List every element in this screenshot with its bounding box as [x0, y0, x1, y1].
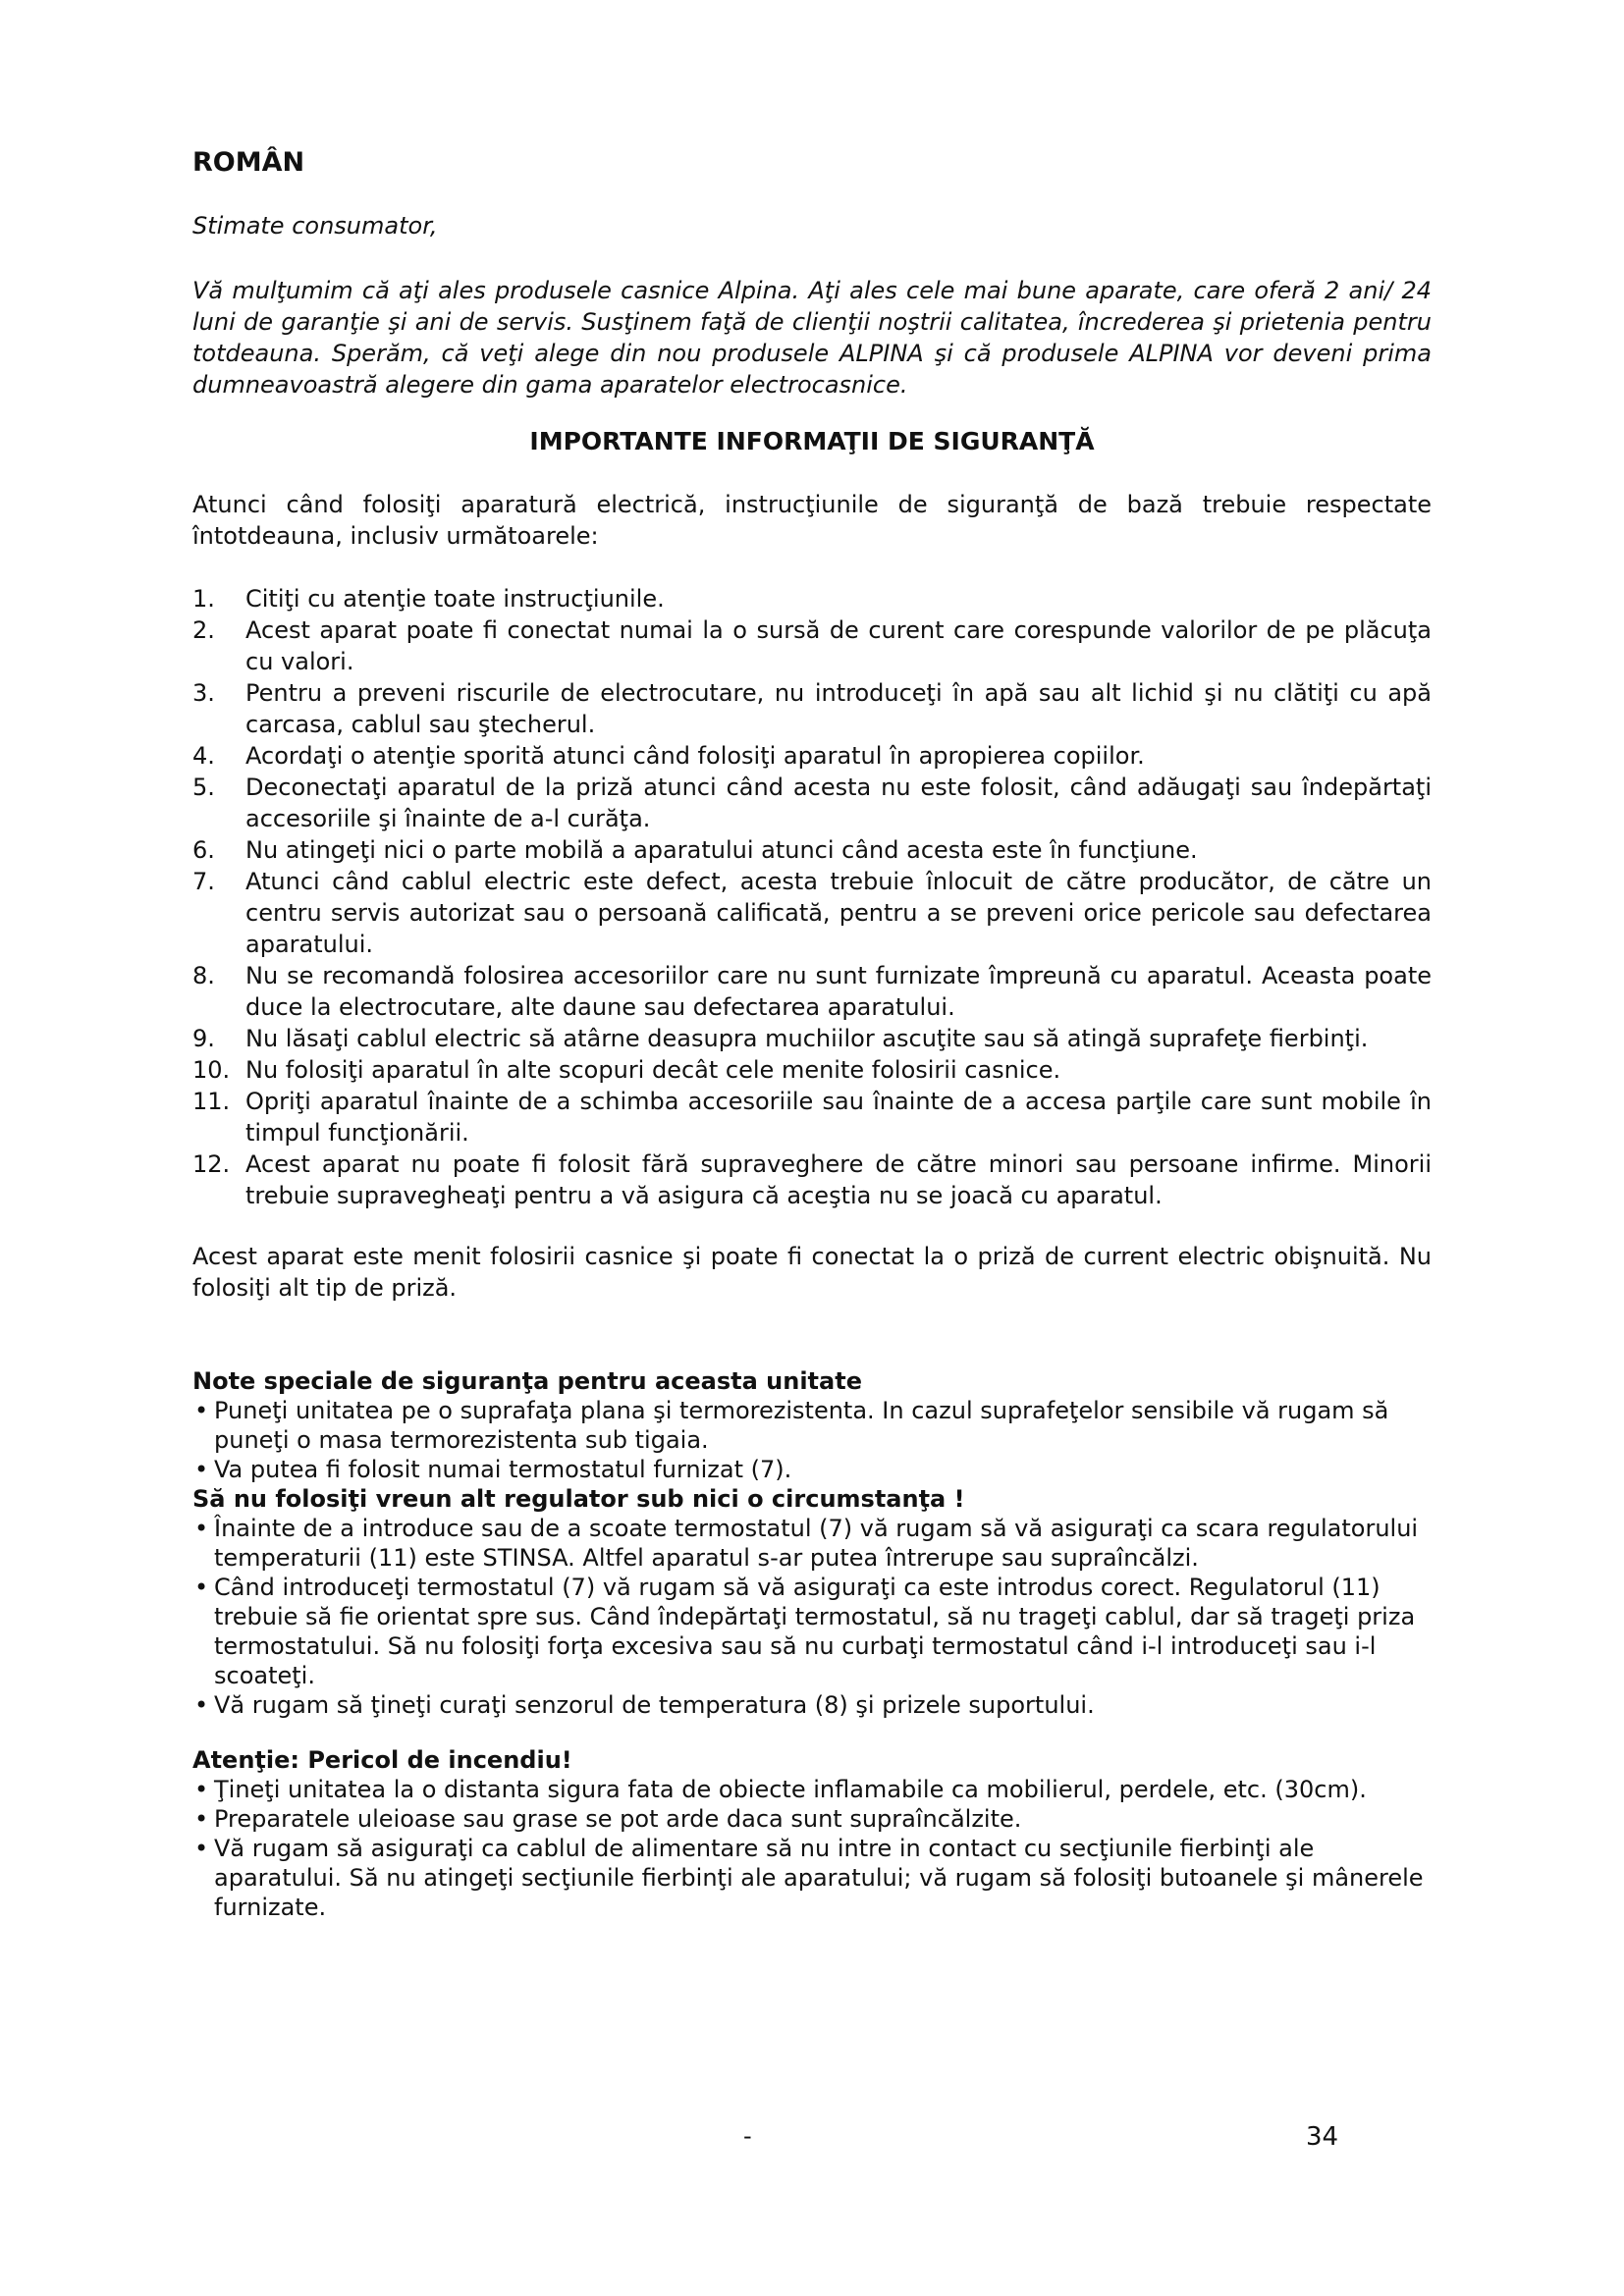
- list-number: 6.: [192, 836, 215, 864]
- list-number: 4.: [192, 742, 215, 770]
- language-heading: ROMÂN: [192, 147, 305, 178]
- list-item: [192, 772, 1432, 834]
- footer-dash: -: [743, 2122, 752, 2150]
- list-number: 7.: [192, 868, 215, 895]
- list-item: • Preparatele uleioase sau grase se pot arde daca sunt supraîncălzite.: [192, 1804, 1432, 1834]
- list-item: • Puneţi unitatea pe o suprafaţa plana şi termorezistenta. In cazul suprafeţelor sensibile vă rugam să puneţi o masa termorezistenta sub tigaia.: [192, 1396, 1432, 1455]
- list-text: Opriţi aparatul înainte de a schimba accesoriile sau înainte de a accesa parţile care sunt mobile în timpul funcţionării.: [245, 1088, 1432, 1147]
- list-item: • Vă rugam să asiguraţi ca cablul de alimentare să nu intre in contact cu secţiunile fierbinţi ale aparatului. Să nu atingeţi secţiunile fierbinţi ale aparatului; vă rugam să folosiţi butoanele şi mânerele furnizate.: [192, 1834, 1432, 1922]
- list-item: [192, 740, 1432, 772]
- list-item: [192, 1086, 1432, 1148]
- special-notes-list-a: [192, 1396, 1432, 1484]
- list-number: 8.: [192, 962, 215, 989]
- list-number: 3.: [192, 679, 215, 707]
- list-text: Nu atingeţi nici o parte mobilă a aparatului atunci când acesta este în funcţiune.: [245, 836, 1198, 864]
- list-text: Deconectaţi aparatul de la priză atunci când acesta nu este folosit, când adăugaţi sau îndepărtaţi accesoriile şi înainte de a-l curăţa.: [245, 774, 1432, 832]
- special-notes-title: Note speciale de siguranţa pentru aceasta unitate: [192, 1367, 862, 1395]
- list-number: 1.: [192, 585, 215, 613]
- list-item: • Va putea fi folosit numai termostatul furnizat (7).: [192, 1455, 1432, 1484]
- fire-warning-title: Atenţie: Pericol de incendiu!: [192, 1746, 572, 1774]
- list-text: Nu se recomandă folosirea accesoriilor care nu sunt furnizate împreună cu aparatul. Aceasta poate duce la electrocutare, alte daune sau defectarea aparatului.: [245, 962, 1432, 1021]
- list-number: 11.: [192, 1088, 231, 1115]
- page-number: 34: [1306, 2122, 1339, 2152]
- fire-notes-list: [192, 1775, 1432, 1922]
- list-number: 2.: [192, 616, 215, 644]
- document-page: [192, 147, 1432, 1922]
- list-number: 5.: [192, 774, 215, 801]
- list-text: Nu lăsaţi cablul electric să atârne deasupra muchiilor ascuţite sau să atingă suprafeţe fierbinţi.: [245, 1025, 1369, 1052]
- list-text: Nu folosiţi aparatul în alte scopuri decât cele menite folosirii casnice.: [245, 1056, 1061, 1084]
- list-item: [192, 677, 1432, 740]
- list-text: Acest aparat poate fi conectat numai la o sursă de curent care corespunde valorilor de pe plăcuţa cu valori.: [245, 616, 1432, 675]
- safety-intro: Atunci când folosiţi aparatură electrică, instrucţiunile de siguranţă de bază trebuie respectate întotdeauna, inclusiv următoarele:: [192, 491, 1432, 550]
- list-item: [192, 960, 1432, 1023]
- list-item: [192, 1054, 1432, 1086]
- list-text: Atunci când cablul electric este defect, acesta trebuie înlocuit de către producător, de către un centru servis autorizat sau o persoană calificată, pentru a se preveni orice pericole sau defectarea aparatului.: [245, 868, 1432, 958]
- list-item: • Când introduceţi termostatul (7) vă rugam să vă asiguraţi ca este introdus corect. Regulatorul (11) trebuie să fie orientat spre sus. Când îndepărtaţi termostatul, să nu trageţi cablul, dar să trageţi priza termostatului. Să nu folosiţi forţa excesiva sau să nu curbaţi termostatul când i-l introduceţi sau i-l scoateţi.: [192, 1573, 1432, 1690]
- list-item: [192, 1148, 1432, 1211]
- list-text: Acest aparat nu poate fi folosit fără supraveghere de către minori sau persoane infirme. Minorii trebuie supravegheaţi pentru a vă asigura că aceştia nu se joacă cu aparatul.: [245, 1150, 1432, 1209]
- list-number: 10.: [192, 1056, 231, 1084]
- list-text: Citiţi cu atenţie toate instrucţiunile.: [245, 585, 665, 613]
- safety-section-title: IMPORTANTE INFORMAŢII DE SIGURANŢĂ: [529, 427, 1095, 455]
- list-item: [192, 1023, 1432, 1054]
- list-item: • Înainte de a introduce sau de a scoate termostatul (7) vă rugam să vă asiguraţi ca scara regulatorului temperaturii (11) este STINSA. Altfel aparatul s-ar putea întrerupe sau supraîncălzi.: [192, 1514, 1432, 1573]
- special-notes-list-b: [192, 1514, 1432, 1720]
- list-number: 12.: [192, 1150, 231, 1178]
- list-number: 9.: [192, 1025, 215, 1052]
- regulator-warning: Să nu folosiţi vreun alt regulator sub nici o circumstanţa !: [192, 1485, 965, 1513]
- list-item: • Vă rugam să ţineţi curaţi senzorul de temperatura (8) şi prizele suportului.: [192, 1690, 1432, 1720]
- list-text: Pentru a preveni riscurile de electrocutare, nu introduceţi în apă sau alt lichid şi nu clătiţi cu apă carcasa, cablul sau ştecherul.: [245, 679, 1432, 738]
- household-note: Acest aparat este menit folosirii casnice şi poate fi conectat la o priză de current electric obişnuită. Nu folosiţi alt tip de priză.: [192, 1243, 1432, 1302]
- list-text: Acordaţi o atenţie sporită atunci când folosiţi aparatul în apropierea copiilor.: [245, 742, 1145, 770]
- list-item: [192, 834, 1432, 866]
- intro-paragraph: Vă mulţumim că aţi ales produsele casnice Alpina. Aţi ales cele mai bune aparate, care oferă 2 ani/ 24 luni de garanţie şi ani de servis. Susţinem faţă de clienţii noştrii calitatea, încrederea şi prietenia pentru totdeauna. Sperăm, că veţi alege din nou produsele ALPINA şi că produsele ALPINA vor deveni prima dumneavoastră alegere din gama aparatelor electrocasnice.: [192, 277, 1432, 399]
- list-item: [192, 614, 1432, 677]
- list-item: • Ţineţi unitatea la o distanta sigura fata de obiecte inflamabile ca mobilierul, perdele, etc. (30cm).: [192, 1775, 1432, 1804]
- salutation: Stimate consumator,: [192, 212, 438, 240]
- list-item: [192, 866, 1432, 960]
- safety-rules-list: [192, 583, 1432, 1211]
- list-item: [192, 583, 1432, 614]
